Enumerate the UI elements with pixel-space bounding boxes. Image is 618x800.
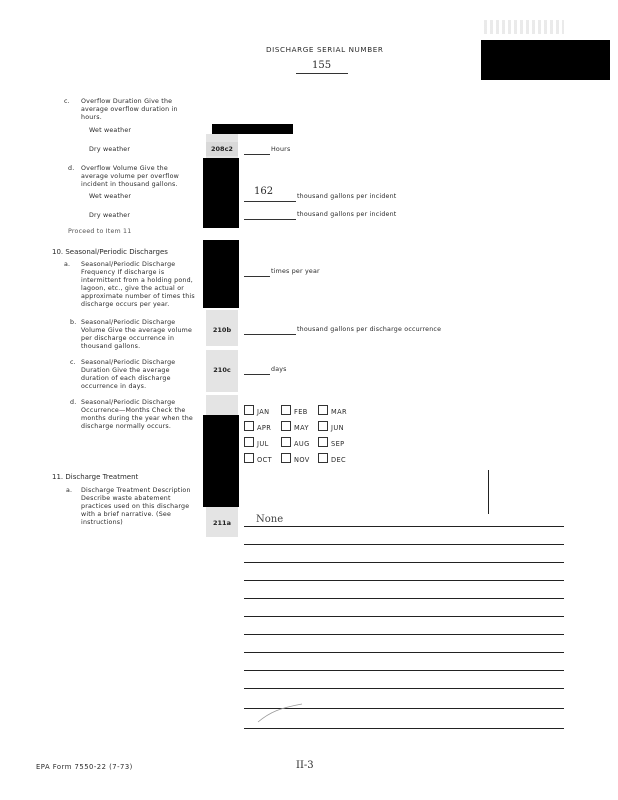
redaction-block-2 [203,240,239,308]
item-c-text: Overflow Duration Give the average overflow duration in hours. [81,98,178,121]
month-checkbox-aug[interactable]: AUG [281,437,310,448]
item-c-letter: c. [64,98,70,105]
checkbox-icon [244,421,254,431]
redaction-block-3 [203,415,239,507]
code-208c2: 208c2 [206,142,238,156]
treatment-line-1[interactable] [244,526,564,527]
item10a-letter: a. [64,261,71,268]
checkbox-icon [318,421,328,431]
month-checkbox-apr[interactable]: APR [244,421,271,432]
checkbox-icon [244,405,254,415]
item-c-dry-label: Dry weather [89,146,131,153]
item11a-text: Discharge Treatment Description Describe waste abatement practices used on this discharge with a brief narrative. (See instructions) [81,487,191,526]
times-per-year-field[interactable] [244,276,270,277]
item10b-letter: b. [70,319,77,326]
item11a-letter: a. [66,487,73,494]
treatment-line-8[interactable] [244,652,564,653]
month-checkbox-sep[interactable]: SEP [318,437,345,448]
dry-volume-unit: thousand gallons per incident [297,211,397,218]
checkbox-icon [281,421,291,431]
month-checkbox-feb[interactable]: FEB [281,405,308,416]
times-per-year-unit: times per year [271,268,320,275]
item10c-text: Seasonal/Periodic Discharge Duration Give the average duration of each discharge occurrence in days. [81,359,176,390]
pen-scribble [256,700,306,726]
treatment-answer: None [256,514,284,525]
page-number: II-3 [296,760,314,771]
serial-underline [296,73,348,74]
redaction-bar-1 [212,124,293,134]
checkbox-icon [318,405,328,415]
item10b-text: Seasonal/Periodic Discharge Volume Give the average volume per discharge occurrence in thousand gallons. [81,319,193,350]
treatment-line-12[interactable] [244,728,564,729]
month-checkbox-jul[interactable]: JUL [244,437,269,448]
checkbox-icon [244,437,254,447]
code-strip-210d [206,395,238,415]
days-unit: days [271,366,287,373]
redaction-block-1 [203,158,239,228]
treatment-line-2[interactable] [244,544,564,545]
month-checkbox-jun[interactable]: JUN [318,421,344,432]
checkbox-icon [318,437,328,447]
hours-unit: Hours [271,146,291,153]
item-c-wet-label: Wet weather [89,127,132,134]
form-id: EPA Form 7550-22 (7-73) [36,763,133,771]
wet-volume-unit: thousand gallons per incident [297,193,397,200]
month-checkbox-jan[interactable]: JAN [244,405,269,416]
checkbox-icon [281,405,291,415]
item10-title: 10. Seasonal/Periodic Discharges [52,248,168,256]
item-d-wet-label: Wet weather [89,193,132,200]
faint-stamp [484,20,564,34]
treatment-line-3[interactable] [244,562,564,563]
treatment-line-10[interactable] [244,688,564,689]
dry-hours-field[interactable] [244,154,270,155]
checkbox-icon [281,437,291,447]
checkbox-icon [318,453,328,463]
treatment-line-4[interactable] [244,580,564,581]
item11-title: 11. Discharge Treatment [52,473,139,481]
discharge-volume-field[interactable] [244,334,296,335]
code-210c: 210c [213,366,231,374]
month-checkbox-oct[interactable]: OCT [244,453,272,464]
code-210b: 210b [212,326,232,334]
item10d-text: Seasonal/Periodic Discharge Occurrence—Months Check the months during the year when the discharge normally occurs. [81,399,193,430]
discharge-volume-unit: thousand gallons per discharge occurrence [297,326,442,333]
treatment-line-7[interactable] [244,634,564,635]
treatment-line-5[interactable] [244,598,564,599]
proceed-note: Proceed to Item 11 [68,228,132,235]
item-d-letter: d. [68,165,75,172]
serial-number-label: DISCHARGE SERIAL NUMBER [266,45,384,54]
margin-rule [488,470,489,514]
month-checkbox-mar[interactable]: MAR [318,405,347,416]
checkbox-icon [281,453,291,463]
item10c-letter: c. [70,359,76,366]
month-checkbox-dec[interactable]: DEC [318,453,346,464]
code-211a: 211a [213,519,231,527]
item10d-letter: d. [70,399,77,406]
month-checkbox-may[interactable]: MAY [281,421,309,432]
serial-number-value: 155 [312,60,332,71]
wet-volume-field[interactable] [244,201,296,202]
duration-days-field[interactable] [244,374,270,375]
treatment-line-9[interactable] [244,670,564,671]
checkbox-icon [244,453,254,463]
dry-volume-field[interactable] [244,219,296,220]
wet-volume-value: 162 [254,186,274,197]
redaction-top-right [481,40,610,80]
item-d-text: Overflow Volume Give the average volume per overflow incident in thousand gallons. [81,165,179,188]
item-d-dry-label: Dry weather [89,212,131,219]
month-checkbox-nov[interactable]: NOV [281,453,310,464]
treatment-line-6[interactable] [244,616,564,617]
item10a-text: Seasonal/Periodic Discharge Frequency If discharge is intermittent from a holding pond, lagoon, etc., give the actual or approximate number of times this discharge occurs per year. [81,261,195,308]
